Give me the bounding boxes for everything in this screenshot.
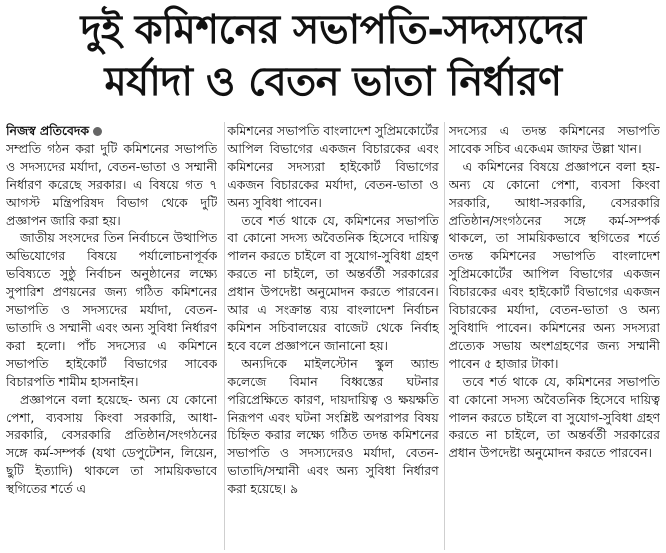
paragraph: অন্যদিকে মাইলস্টোন স্কুল অ্যান্ড কলেজে বিমান বিধ্বস্তের ঘটনার পরিপ্রেক্ষিতে কারণ, দায়দায়িত্ব ও ক্ষয়ক্ষতি নিরূপণ এবং ঘটনা সংশ্লিষ্ট অপরাপর বিষয় চিহ্নিত করার লক্ষ্যে গঠিত তদন্ত কমিশনের সভাপতি ও সদস্যদেরও মর্যাদা, বেতন-ভাতাদি/সম্মানী এবং অন্য সুবিধা নির্ধারণ করা হয়েছে। ৯ [227,355,439,497]
paragraph: এ কমিশনের বিষয়ে প্রজ্ঞাপনে বলা হয়- অন্য যে কোনো পেশা, ব্যবসা কিংবা সরকারি, আধা-সরকারি, বেসরকারি প্রতিষ্ঠান/সংগঠনের সঙ্গে কর্ম-সম্পর্ক থাকলে, তা সাময়িকভাবে স্থগিতের শর্তে তদন্ত কমিশনের সভাপতি বাংলাদেশ সুপ্রিমকোর্টের আপিল বিভাগের একজন বিচারকের এবং হাইকোর্ট বিভাগের একজন বিচারকের মর্যাদা, বেতন-ভাতা ও অন্য সুবিধাদি পাবেন। কমিশনের অন্য সদস্যরা প্রত্যেক সভায় অংশগ্রহণের জন্য সম্মানী পাবেন ৫ হাজার টাকা। [448,158,660,371]
paragraph: সদস্যের এ তদন্ত কমিশনের সভাপতি সাবেক সচিব একেএম জাফর উল্লা খান। [448,123,660,156]
paragraph: প্রজ্ঞাপনে বলা হয়েছে- অন্য যে কোনো পেশা, ব্যবসায় কিংবা সরকারি, আধা-সরকারি, বেসরকারি প্রতিষ্ঠান/সংগঠনের সঙ্গে কর্ম-সম্পর্ক (যথা ডেপুটেশন, লিয়েন, ছুটি ইত্যাদি) থাকলে তা সাময়িকভাবে স্থগিতের শর্তে এ [6,391,218,497]
article-column-3 [449,122,660,550]
article-column-1 [6,122,217,550]
paragraph: তবে শর্ত থাকে যে, কমিশনের সভাপতি বা কোনো সদস্য অবৈতনিক হিসেবে দায়িত্ব পালন করতে চাইলে বা সুযোগ-সুবিধা গ্রহণ করতে না চাইলে, তা অন্তর্বর্তী সরকারের প্রধান উপদেষ্টা অনুমোদন করতে পারবেন। আর এ সংক্রান্ত ব্যয় বাংলাদেশ নির্বাচন কমিশন সচিবালয়ের বাজেট থেকে নির্বাহ হবে বলে প্রজ্ঞাপনে জানানো হয়। [227,212,439,353]
headline-line-2: মর্যাদা ও বেতন ভাতা নির্ধারণ [104,59,562,105]
bullet-icon [93,127,102,136]
headline-line-1: দুই কমিশনের সভাপতি-সদস্যদের [80,7,586,53]
byline-row [6,122,217,140]
article-column-2 [227,122,438,550]
paragraph: সম্প্রতি গঠন করা দুটি কমিশনের সভাপতি ও সদস্যদের মর্যাদা, বেতন-ভাতা ও সম্মানী নির্ধারণ করেছে সরকার। এ বিষয়ে গত ৭ আগস্ট মন্ত্রিপরিষদ বিভাগ থেকে দুটি প্রজ্ঞাপন জারি করা হয়। [6,140,218,228]
byline: নিজস্ব প্রতিবেদক [6,122,217,140]
paragraph: কমিশনের সভাপতি বাংলাদেশ সুপ্রিমকোর্টের আপিল বিভাগের একজন বিচারকের এবং কমিশনের সদস্যরা হাইকোর্ট বিভাগের একজন বিচারকের মর্যাদা, বেতন-ভাতা ও অন্য সুবিধা পাবেন। [227,123,439,210]
paragraph: জাতীয় সংসদের তিন নির্বাচনে উত্থাপিত অভিযোগের বিষয়ে পর্যালোচনাপূর্বক ভবিষ্যতে সুষ্ঠু নির্বাচন অনুষ্ঠানের লক্ষ্যে সুপারিশ প্রণয়নের জন্য গঠিত কমিশনের সভাপতি ও সদস্যদের মর্যাদা, বেতন-ভাতাদি ও সম্মানী এবং অন্য সুবিধা নির্ধারণ করা হলো। পাঁচ সদস্যের এ কমিশনে সভাপতি হাইকোর্ট বিভাগের সাবেক বিচারপতি শামীম হাসনাইন। [6,230,218,389]
article-body [6,122,660,550]
paragraph: তবে শর্ত থাকে যে, কমিশনের সভাপতি বা কোনো সদস্য অবৈতনিক হিসেবে দায়িত্ব পালন করতে চাইলে বা সুযোগ-সুবিধা গ্রহণ করতে না চাইলে, তা অন্তর্বর্তী সরকারের প্রধান উপদেষ্টা অনুমোদন করতে পারবেন। [448,373,660,461]
